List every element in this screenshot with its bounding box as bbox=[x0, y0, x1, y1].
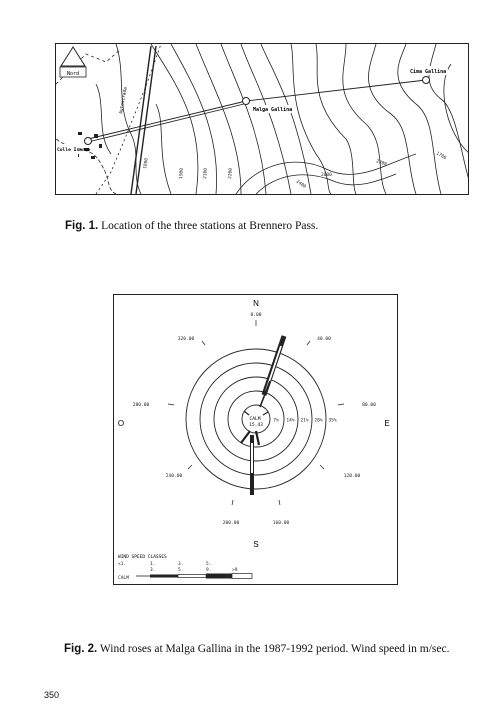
road bbox=[131, 46, 151, 194]
malga-gallina-label: Malga Gallina bbox=[253, 107, 293, 113]
cima-gallina-station-icon bbox=[423, 77, 430, 84]
petal-sw bbox=[241, 431, 250, 443]
svg-text:2300: 2300 bbox=[375, 159, 388, 168]
svg-text:7%: 7% bbox=[273, 418, 279, 424]
svg-text:9.: 9. bbox=[206, 568, 212, 573]
contour-elevation-labels bbox=[142, 151, 448, 190]
figure-1-caption-text: Location of the three stations at Brennero Pass. bbox=[101, 220, 319, 232]
village-buildings bbox=[76, 132, 102, 159]
figure-2-caption-label: Fig. 2. bbox=[64, 643, 98, 655]
legend-bar-class-3 bbox=[178, 575, 206, 578]
svg-text:>9: >9 bbox=[232, 568, 238, 573]
svg-text:21%: 21% bbox=[300, 418, 309, 424]
ring-percentage-labels bbox=[272, 416, 338, 424]
svg-text:28%: 28% bbox=[314, 418, 323, 424]
cima-gallina-label: Cima Gallina bbox=[410, 69, 447, 75]
wind-speed-legend bbox=[118, 554, 252, 581]
svg-text:0.00: 0.00 bbox=[250, 313, 262, 318]
figure-2-caption-text: Wind roses at Malga Gallina in the 1987-1992 period. Wind speed in m/sec. bbox=[99, 643, 450, 655]
svg-text:1800: 1800 bbox=[143, 157, 150, 170]
east-direction-label: E bbox=[384, 419, 390, 428]
svg-text:160.00: 160.00 bbox=[272, 521, 290, 526]
svg-text:320.00: 320.00 bbox=[177, 337, 195, 342]
north-label: Nord bbox=[66, 71, 80, 77]
svg-text:1700: 1700 bbox=[435, 151, 447, 162]
road bbox=[136, 46, 156, 194]
svg-text:5.: 5. bbox=[206, 562, 212, 567]
colle-isarco-label: Colle Isarco bbox=[57, 148, 91, 153]
calm-percentage: 15.43 bbox=[249, 423, 263, 428]
south-direction-label: S bbox=[253, 540, 259, 549]
svg-text:14%: 14% bbox=[286, 418, 295, 424]
svg-text:1.: 1. bbox=[150, 562, 156, 567]
legend-bar-class-2 bbox=[150, 575, 178, 578]
location-map bbox=[55, 43, 469, 195]
svg-text:2200: 2200 bbox=[228, 167, 234, 180]
calm-label: CALM bbox=[249, 417, 261, 422]
west-direction-label: O bbox=[117, 419, 125, 428]
svg-text:280.00: 280.00 bbox=[132, 403, 150, 408]
svg-text:2000: 2000 bbox=[321, 173, 332, 178]
malga-gallina-station-icon bbox=[243, 98, 250, 105]
page-number: 350 bbox=[44, 690, 60, 700]
contour-map-drawing bbox=[56, 44, 469, 195]
figure-1-caption bbox=[65, 219, 318, 233]
svg-text:120.00: 120.00 bbox=[343, 474, 361, 479]
north-direction-label: N bbox=[253, 299, 259, 308]
figure-1-caption-label: Fig. 1. bbox=[65, 220, 99, 232]
wind-rose-figure bbox=[113, 294, 398, 585]
svg-text:40.00: 40.00 bbox=[317, 337, 331, 342]
legend-bar-class-5 bbox=[232, 574, 252, 579]
svg-text:240.00: 240.00 bbox=[165, 474, 183, 479]
legend-title: WIND SPEED CLASSES bbox=[118, 555, 167, 560]
svg-text:3.: 3. bbox=[150, 568, 156, 573]
wind-rose-drawing bbox=[114, 295, 398, 585]
svg-text:3.: 3. bbox=[178, 562, 184, 567]
svg-text:5.: 5. bbox=[178, 568, 184, 573]
svg-text:80.00: 80.00 bbox=[362, 403, 376, 408]
svg-text:35%: 35% bbox=[328, 418, 337, 424]
north-arrow-icon bbox=[61, 47, 85, 66]
svg-text:2100: 2100 bbox=[203, 167, 209, 180]
svg-text:1900: 1900 bbox=[179, 167, 185, 180]
svg-text:200.00: 200.00 bbox=[222, 521, 240, 526]
legend-bar-class-4 bbox=[206, 574, 232, 579]
svg-text:<1.: <1. bbox=[118, 562, 127, 567]
autostrada-label: Autostrada bbox=[119, 86, 129, 115]
figure-2-caption bbox=[64, 642, 449, 656]
legend-calm-label: CALM bbox=[118, 576, 129, 581]
angle-ticks bbox=[165, 320, 344, 505]
svg-text:2400: 2400 bbox=[294, 179, 307, 190]
colle-isarco-station-icon bbox=[85, 138, 92, 145]
